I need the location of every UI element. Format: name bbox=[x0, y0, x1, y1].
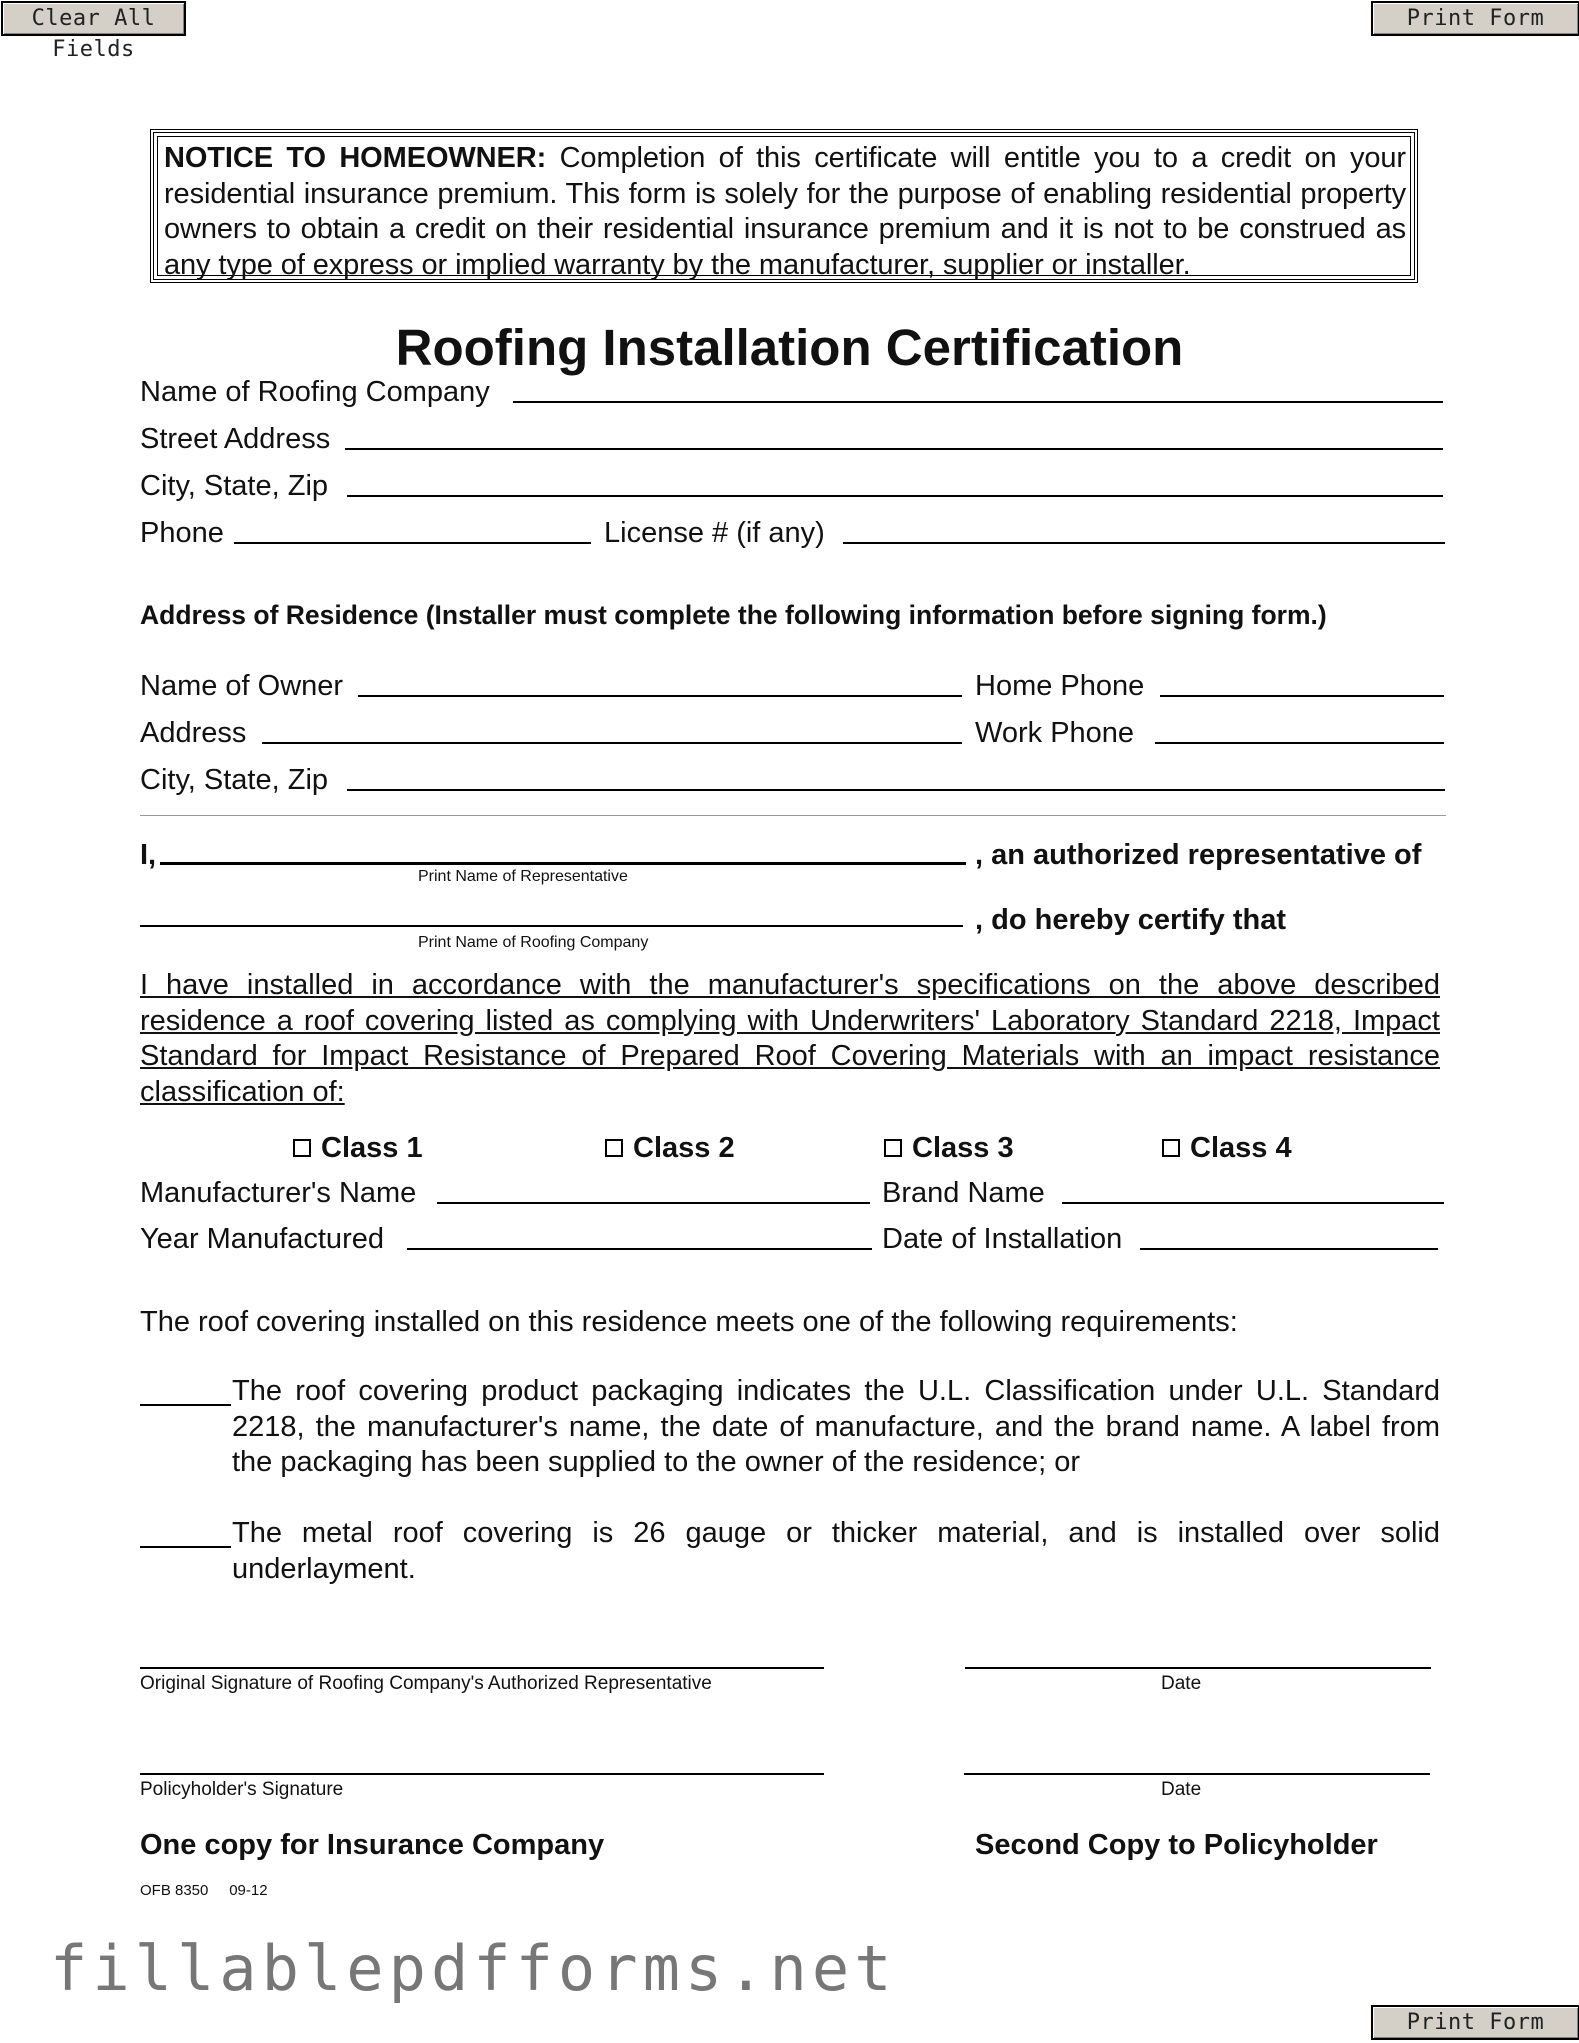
brand-name-field[interactable] bbox=[1064, 1173, 1446, 1205]
owner-city-state-zip-label: City, State, Zip bbox=[140, 764, 329, 796]
authorized-representative-text: , an authorized representative of bbox=[975, 839, 1422, 871]
class-1-label: Class 1 bbox=[321, 1132, 423, 1164]
phone-field[interactable] bbox=[236, 513, 593, 545]
work-phone-field[interactable] bbox=[1157, 713, 1446, 745]
class-4-checkbox[interactable] bbox=[1162, 1139, 1180, 1157]
roofing-company-caption: Print Name of Roofing Company bbox=[418, 934, 649, 951]
certify-text: , do hereby certify that bbox=[975, 904, 1287, 936]
phone-label: Phone bbox=[140, 517, 224, 549]
certification-statement: I have installed in accordance with the manufacturer's specifications on the above described residence a roof covering listed as complying with Underwriters' Laboratory Standard 2218, Impact Standard for Impact Resistance of Prepared Roof Covering Materials with an impact resistance classification of: bbox=[140, 969, 1440, 1108]
work-phone-label: Work Phone bbox=[975, 717, 1135, 749]
notice-body: Completion of this certificate will entitle you to a credit on your residential insurance premium. This form is solely for the purpose of enabling residential property owners to obtain a credit on their residential insurance premium and it is not to be construed as any type of express or implied warranty by the manufacturer, supplier or installer. bbox=[164, 142, 1406, 281]
requirements-intro: The roof covering installed on this residence meets one of the following requirements: bbox=[140, 1306, 1238, 1338]
roofing-company-name-field[interactable] bbox=[515, 372, 1445, 404]
page-title: Roofing Installation Certification bbox=[395, 319, 1184, 376]
class-2-checkbox[interactable] bbox=[605, 1139, 623, 1157]
class-1-checkbox[interactable] bbox=[293, 1139, 311, 1157]
signature-date-2-caption: Date bbox=[1161, 1779, 1202, 1800]
notice-box bbox=[150, 129, 1418, 283]
owner-address-label: Address bbox=[140, 717, 247, 749]
company-city-state-zip-field[interactable] bbox=[349, 466, 1445, 498]
signature-date-1-field[interactable] bbox=[967, 1636, 1433, 1668]
class-3-checkbox[interactable] bbox=[884, 1139, 902, 1157]
home-phone-field[interactable] bbox=[1162, 666, 1446, 698]
notice-heading: NOTICE TO HOMEOWNER: bbox=[164, 142, 547, 174]
roofing-company-print-field[interactable] bbox=[142, 895, 965, 927]
representative-name-field[interactable] bbox=[162, 832, 968, 864]
street-address-field[interactable] bbox=[347, 419, 1445, 451]
owner-name-field[interactable] bbox=[360, 666, 964, 698]
notice-text-block bbox=[157, 136, 1411, 281]
section-divider bbox=[140, 815, 1446, 816]
license-label: License # (if any) bbox=[604, 517, 825, 549]
requirement-1-field[interactable] bbox=[142, 1375, 233, 1407]
print-form-button-bottom[interactable]: Print Form bbox=[1371, 2005, 1579, 2040]
home-phone-label: Home Phone bbox=[975, 670, 1145, 702]
representative-name-caption: Print Name of Representative bbox=[418, 868, 628, 885]
print-form-button-top[interactable]: Print Form bbox=[1371, 1, 1579, 36]
requirement-2-text: The metal roof covering is 26 gauge or thicker material, and is installed over solid underlayment. bbox=[232, 1517, 1440, 1585]
watermark: fillablepdfforms.net bbox=[50, 1932, 897, 2005]
clear-all-fields-button[interactable]: Clear All Fields bbox=[1, 1, 186, 36]
license-field[interactable] bbox=[845, 513, 1447, 545]
manufacturer-name-field[interactable] bbox=[439, 1173, 872, 1205]
policyholder-signature-field[interactable] bbox=[142, 1742, 826, 1774]
residence-heading: Address of Residence (Installer must complete the following information before signing form.) bbox=[140, 600, 1327, 630]
copy-to-policyholder: Second Copy to Policyholder bbox=[975, 1829, 1378, 1861]
brand-name-label: Brand Name bbox=[882, 1177, 1045, 1209]
class-4-label: Class 4 bbox=[1190, 1132, 1292, 1164]
requirement-1-text: The roof covering product packaging indicates the U.L. Classification under U.L. Standard 2218, the manufacturer's name, the date of manufacture, and the brand name. A label from the packaging has been supplied to the owner of the residence; or bbox=[232, 1375, 1440, 1478]
i-label: I, bbox=[140, 839, 157, 871]
owner-name-label: Name of Owner bbox=[140, 670, 344, 702]
representative-signature-field[interactable] bbox=[142, 1636, 826, 1668]
class-3-label: Class 3 bbox=[912, 1132, 1014, 1164]
year-manufactured-field[interactable] bbox=[409, 1219, 874, 1251]
owner-address-field[interactable] bbox=[264, 713, 964, 745]
class-2-label: Class 2 bbox=[633, 1132, 735, 1164]
form-code: OFB 8350 09-12 bbox=[140, 1882, 268, 1899]
date-of-installation-field[interactable] bbox=[1142, 1219, 1440, 1251]
roofing-company-name-label: Name of Roofing Company bbox=[140, 376, 490, 408]
signature-date-2-field[interactable] bbox=[966, 1742, 1432, 1774]
company-city-state-zip-label: City, State, Zip bbox=[140, 470, 329, 502]
copy-for-insurance-company: One copy for Insurance Company bbox=[140, 1829, 605, 1861]
date-of-installation-label: Date of Installation bbox=[882, 1223, 1123, 1255]
representative-signature-caption: Original Signature of Roofing Company's Authorized Representative bbox=[140, 1673, 712, 1694]
policyholder-signature-caption: Policyholder's Signature bbox=[140, 1779, 344, 1800]
year-manufactured-label: Year Manufactured bbox=[140, 1223, 384, 1255]
class-4-option[interactable] bbox=[1162, 1132, 1292, 1165]
manufacturer-name-label: Manufacturer's Name bbox=[140, 1177, 417, 1209]
requirement-2-field[interactable] bbox=[142, 1517, 233, 1549]
class-1-option[interactable] bbox=[293, 1132, 423, 1165]
class-3-option[interactable] bbox=[884, 1132, 1014, 1165]
class-2-option[interactable] bbox=[605, 1132, 735, 1165]
street-address-label: Street Address bbox=[140, 423, 331, 455]
owner-city-state-zip-field[interactable] bbox=[349, 760, 1447, 792]
signature-date-1-caption: Date bbox=[1161, 1673, 1202, 1694]
